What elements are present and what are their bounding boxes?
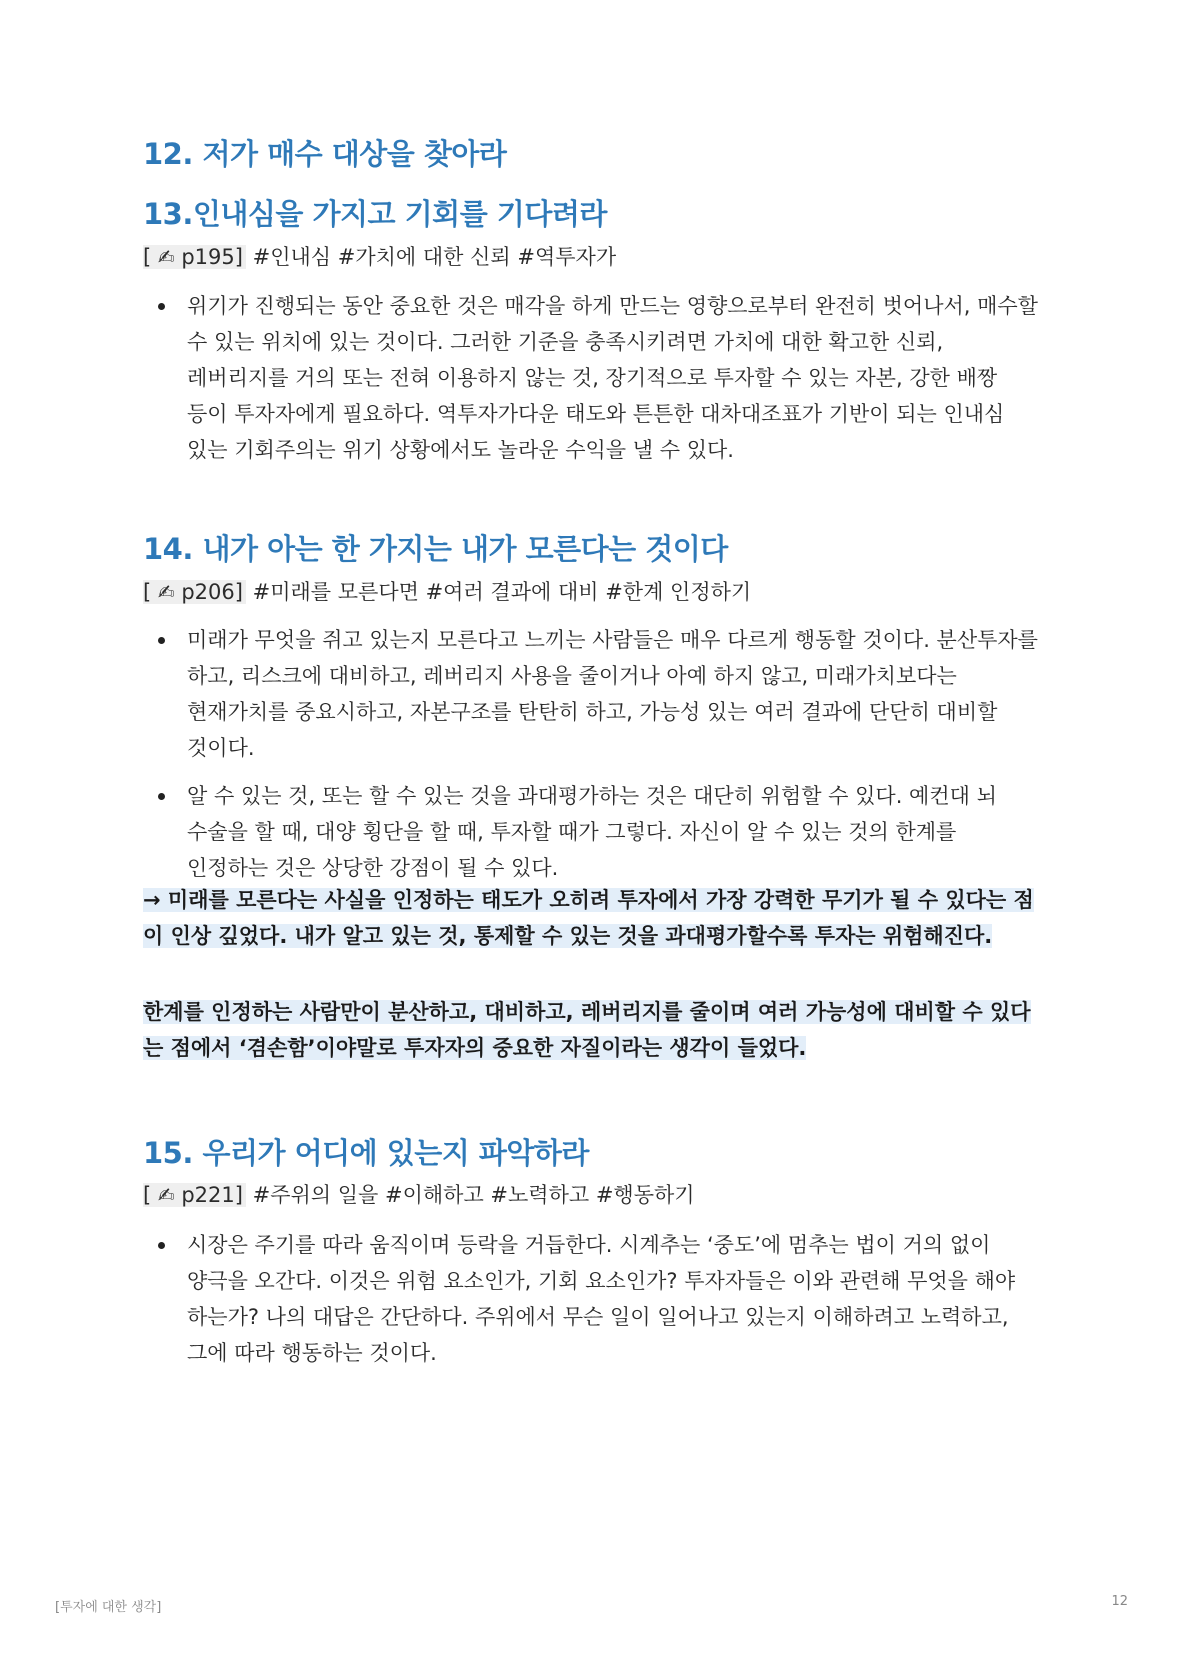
writing-hand-icon: ✍: [157, 1183, 175, 1207]
bullet-dot: [158, 637, 165, 644]
hashtags: #주위의 일을 #이해하고 #노력하고 #행동하기: [245, 1183, 695, 1207]
page-reference: [ ✍ p221]: [143, 1183, 246, 1207]
hashtags: #미래를 모른다면 #여러 결과에 대비 #한계 인정하기: [245, 580, 752, 604]
section-14-bullets: [143, 622, 1043, 898]
page-reference: [ ✍ p195]: [143, 245, 246, 269]
writing-hand-icon: ✍: [157, 580, 175, 604]
footer-document-title: [투자에 대한 생각]: [55, 1600, 162, 1615]
section-14-title: 14. 내가 아는 한 가지는 내가 모른다는 것이다: [143, 532, 728, 566]
highlight-note-1: → 미래를 모른다는 사실을 인정하는 태도가 오히려 투자에서 가장 강력한 무기가 될 수 있다는 점이 인상 깊었다. 내가 알고 있는 것, 통제할 수 있는 것을 과대평가할수록 투자는 위험해진다.: [143, 888, 1034, 948]
section-15-title: 15. 우리가 어디에 있는지 파악하라: [143, 1136, 589, 1170]
list-item: 알 수 있는 것, 또는 할 수 있는 것을 과대평가하는 것은 대단히 위험할 수 있다. 예컨대 뇌 수술을 할 때, 대양 횡단을 할 때, 투자할 때가 그렇다. 자신이 알 수 있는 것의 한계를 인정하는 것은 상당한 강점이 될 수 있다.: [143, 778, 1043, 886]
bullet-dot: [158, 303, 165, 310]
section-13-bullets: [143, 288, 1043, 480]
section-15-bullets: [143, 1227, 1043, 1383]
highlight-note-2: 한계를 인정하는 사람만이 분산하고, 대비하고, 레버리지를 줄이며 여러 가능성에 대비할 수 있다는 점에서 ‘겸손함’이야말로 투자자의 중요한 자질이라는 생각이 들었다.: [143, 1000, 1031, 1060]
section-12-title: 12. 저가 매수 대상을 찾아라: [143, 137, 507, 171]
bullet-dot: [158, 1242, 165, 1249]
hashtags: #인내심 #가치에 대한 신뢰 #역투자가: [245, 245, 617, 269]
section-13-tagline: [143, 242, 616, 272]
footer-page-number: 12: [1111, 1594, 1128, 1609]
section-14-tagline: [143, 577, 751, 607]
bullet-dot: [158, 793, 165, 800]
list-item: 위기가 진행되는 동안 중요한 것은 매각을 하게 만드는 영향으로부터 완전히 벗어나서, 매수할 수 있는 위치에 있는 것이다. 그러한 기준을 충족시키려면 가치에 대한 확고한 신뢰, 레버리지를 거의 또는 전혀 이용하지 않는 것, 장기적으로 투자할 수 있는 자본, 강한 배짱 등이 투자자에게 필요하다. 역투자가다운 태도와 튼튼한 대차대조표가 기반이 되는 인내심 있는 기회주의는 위기 상황에서도 놀라운 수익을 낼 수 있다.: [143, 288, 1043, 468]
list-item: 미래가 무엇을 쥐고 있는지 모른다고 느끼는 사람들은 매우 다르게 행동할 것이다. 분산투자를 하고, 리스크에 대비하고, 레버리지 사용을 줄이거나 아예 하지 않고, 미래가치보다는 현재가치를 중요시하고, 자본구조를 탄탄히 하고, 가능성 있는 여러 결과에 단단히 대비할 것이다.: [143, 622, 1043, 766]
list-item: 시장은 주기를 따라 움직이며 등락을 거듭한다. 시계추는 ‘중도’에 멈추는 법이 거의 없이 양극을 오간다. 이것은 위험 요소인가, 기회 요소인가? 투자자들은 이와 관련해 무엇을 해야 하는가? 나의 대답은 간단하다. 주위에서 무슨 일이 일어나고 있는지 이해하려고 노력하고, 그에 따라 행동하는 것이다.: [143, 1227, 1043, 1371]
section-15-tagline: [143, 1180, 695, 1210]
writing-hand-icon: ✍: [157, 245, 175, 269]
page-reference: [ ✍ p206]: [143, 580, 246, 604]
section-13-title: 13.인내심을 가지고 기회를 기다려라: [143, 197, 607, 231]
